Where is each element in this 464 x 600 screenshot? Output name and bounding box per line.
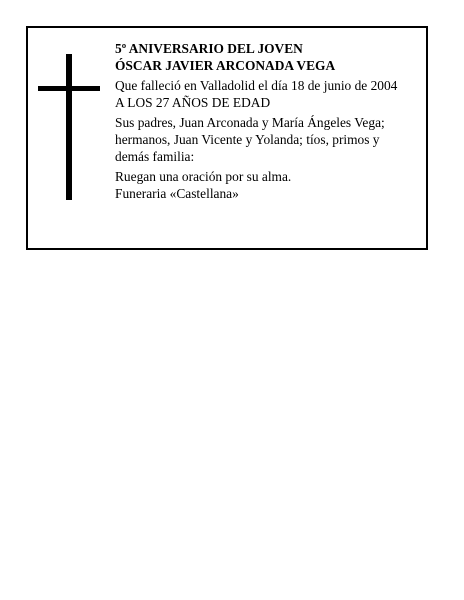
cross-icon: [38, 54, 100, 200]
death-details: [115, 77, 420, 111]
family-line-siblings: hermanos, Juan Vicente y Yolanda; tíos, primos y: [115, 132, 380, 147]
cross-horizontal-bar: [38, 86, 100, 91]
death-age: A LOS 27 AÑOS DE EDAD: [115, 95, 271, 110]
anniversary-title: 5º ANIVERSARIO DEL JOVEN: [115, 41, 303, 56]
deceased-name: ÓSCAR JAVIER ARCONADA VEGA: [115, 58, 336, 73]
family-details: [115, 114, 420, 165]
obituary-notice: [26, 26, 428, 250]
family-line-others: demás familia:: [115, 149, 195, 164]
family-line-parents: Sus padres, Juan Arconada y María Ángeles Vega;: [115, 115, 385, 130]
death-place-date: Que falleció en Valladolid el día 18 de junio de 2004: [115, 78, 398, 93]
cross-vertical-bar: [66, 54, 72, 200]
funeral-home: Funeraria «Castellana»: [115, 186, 239, 201]
notice-text: [115, 40, 420, 202]
prayer-request: Ruegan una oración por su alma.: [115, 169, 292, 184]
